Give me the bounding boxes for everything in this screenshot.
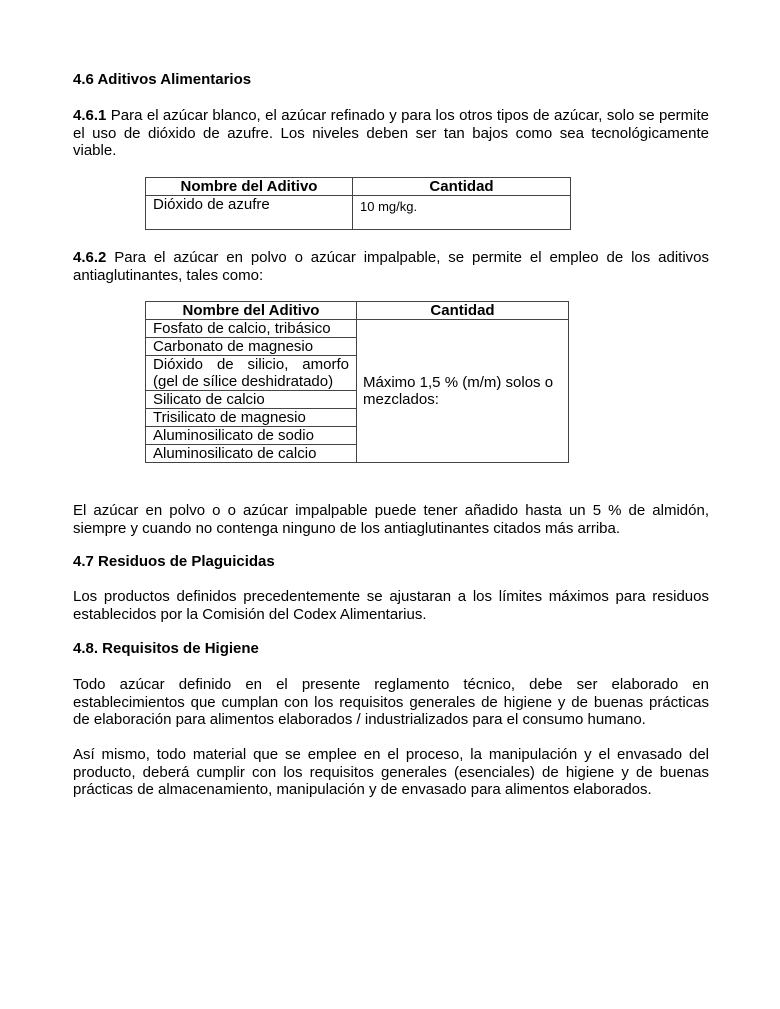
table-row — [146, 320, 569, 338]
additive-quantity-cell: Máximo 1,5 % (m/m) solos o mezclados: — [357, 320, 569, 463]
paragraph-almidon: El azúcar en polvo o o azúcar impalpable puede tener añadido hasta un 5 % de almidón, siempre y cuando no contenga ninguno de los antiaglutinantes citados más arriba. — [73, 502, 709, 537]
clause-text-4-6-2: Para el azúcar en polvo o azúcar impalpable, se permite el empleo de los aditivos antiaglutinantes, tales como: — [73, 249, 709, 284]
clause-number-4-6-1: 4.6.1 — [73, 107, 107, 124]
table-header-row — [146, 178, 571, 196]
clause-number-4-6-2: 4.6.2 — [73, 249, 107, 266]
section-heading-4-6: 4.6 Aditivos Alimentarios — [73, 71, 252, 88]
section-heading-4-7: 4.7 Residuos de Plaguicidas — [73, 553, 275, 570]
additive-name-cell: Aluminosilicato de calcio — [146, 445, 357, 463]
paragraph-4-8-1: Todo azúcar definido en el presente reglamento técnico, debe ser elaborado en establecimientos que cumplan con los requisitos generales de higiene y de buenas prácticas de elaboración para alimentos elaborados / industrializados para el consumo humano. — [73, 676, 709, 728]
table-header-quantity: Cantidad — [357, 302, 569, 320]
clause-text-4-6-1: Para el azúcar blanco, el azúcar refinado y para los otros tipos de azúcar, solo se permite el uso de dióxido de azufre. Los niveles deben ser tan bajos como sea tecnológicamente viable. — [73, 107, 709, 159]
table-row — [146, 196, 571, 230]
paragraph-4-7: Los productos definidos precedentemente se ajustaran a los límites máximos para residuos establecidos por la Comisión del Codex Alimentarius. — [73, 588, 709, 623]
paragraph-4-8-2: Así mismo, todo material que se emplee en el proceso, la manipulación y el envasado del producto, deberá cumplir con los requisitos generales (esenciales) de higiene y de buenas prácticas de almacenamiento, manipulación y de envasado para alimentos elaborados. — [73, 746, 709, 798]
additive-quantity-cell: 10 mg/kg. — [353, 196, 571, 230]
additive-table-2 — [145, 301, 569, 463]
additive-name-cell: Fosfato de calcio, tribásico — [146, 320, 357, 338]
additive-name-line: Dióxido de silicio, amorfo — [153, 356, 349, 373]
additive-name-cell: Silicato de calcio — [146, 391, 357, 409]
additive-name-cell: Aluminosilicato de sodio — [146, 427, 357, 445]
paragraph-4-6-2 — [73, 249, 709, 284]
additive-name-cell — [146, 356, 357, 391]
paragraph-4-6-1 — [73, 107, 709, 160]
additive-name-line: (gel de sílice deshidratado) — [153, 373, 334, 390]
additive-name-cell: Dióxido de azufre — [146, 196, 353, 230]
additive-table-1 — [145, 177, 571, 230]
additive-name-cell: Trisilicato de magnesio — [146, 409, 357, 427]
table-header-name: Nombre del Aditivo — [146, 178, 353, 196]
section-heading-4-8: 4.8. Requisitos de Higiene — [73, 640, 259, 657]
additive-name-cell: Carbonato de magnesio — [146, 338, 357, 356]
table-header-row — [146, 302, 569, 320]
table-header-name: Nombre del Aditivo — [146, 302, 357, 320]
table-header-quantity: Cantidad — [353, 178, 571, 196]
